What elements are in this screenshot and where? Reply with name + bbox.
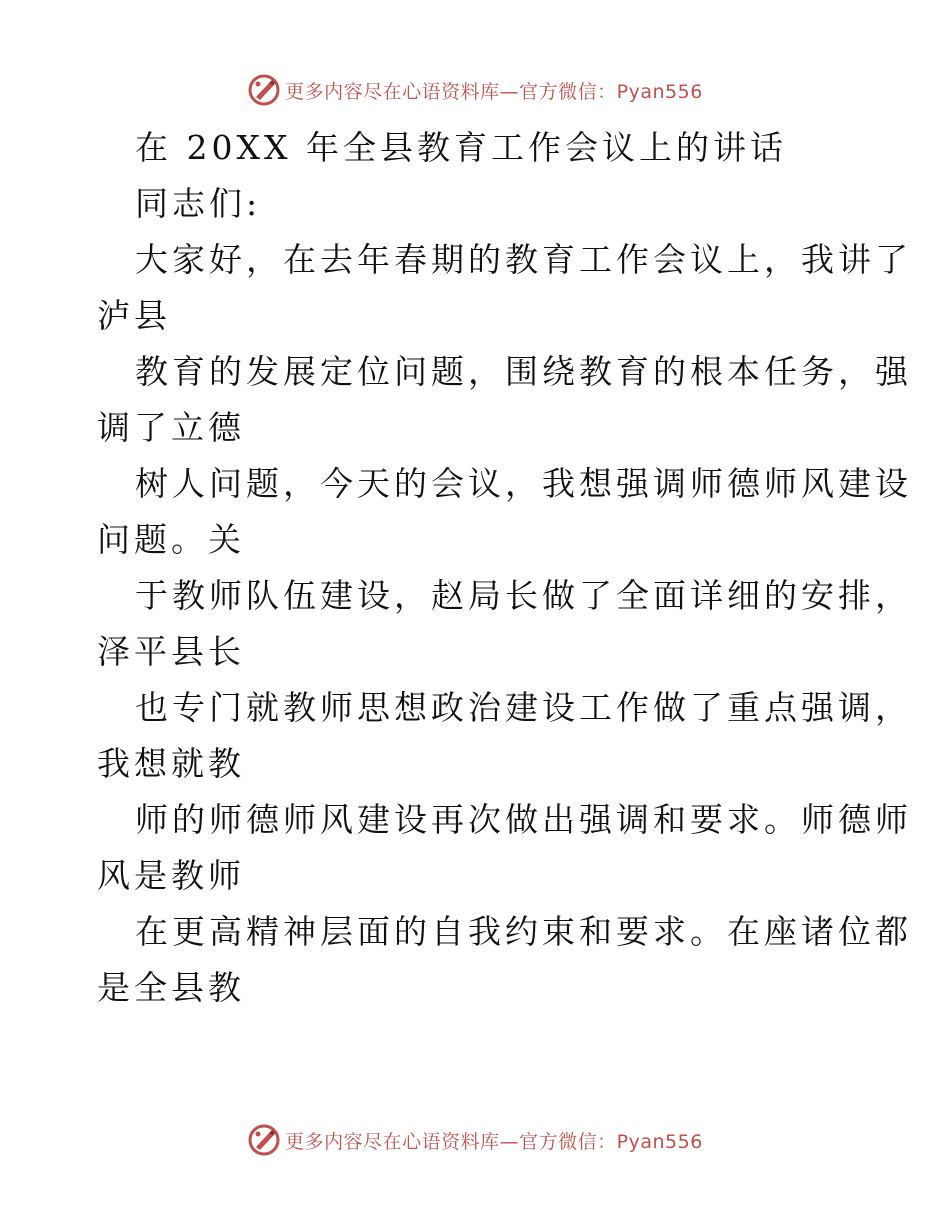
document-line: 也专门就教师思想政治建设工作做了重点强调， xyxy=(135,688,912,727)
document-line: 泸县 xyxy=(97,296,171,335)
document-line: 树人问题，今天的会议，我想强调师德师风建设 xyxy=(135,464,912,503)
document-line: 风是教师 xyxy=(97,856,245,895)
header-banner-text: 更多内容尽在心语资料库—官方微信：Pyan556 xyxy=(285,80,703,103)
document-line: 大家好，在去年春期的教育工作会议上，我讲了 xyxy=(135,240,912,279)
document-line: 同志们: xyxy=(135,184,262,223)
document-line: 问题。关 xyxy=(97,520,245,559)
document-line: 是全县教 xyxy=(97,968,245,1007)
brand-logo-icon xyxy=(247,1123,281,1157)
document-line: 师的师德师风建设再次做出强调和要求。师德师 xyxy=(135,800,912,839)
document-line: 在 20XX 年全县教育工作会议上的讲话 xyxy=(135,128,787,167)
brand-logo-icon xyxy=(247,73,281,107)
header-banner xyxy=(0,70,950,110)
footer-banner xyxy=(0,1120,950,1160)
document-body xyxy=(97,120,912,1016)
document-line: 教育的发展定位问题，围绕教育的根本任务，强 xyxy=(135,352,912,391)
document-line: 泽平县长 xyxy=(97,632,245,671)
document-line: 我想就教 xyxy=(97,744,245,783)
document-line: 于教师队伍建设，赵局长做了全面详细的安排， xyxy=(135,576,912,615)
document-line: 调了立德 xyxy=(97,408,245,447)
document-line: 在更高精神层面的自我约束和要求。在座诸位都 xyxy=(135,912,912,951)
footer-banner-text: 更多内容尽在心语资料库—官方微信：Pyan556 xyxy=(285,1130,703,1153)
